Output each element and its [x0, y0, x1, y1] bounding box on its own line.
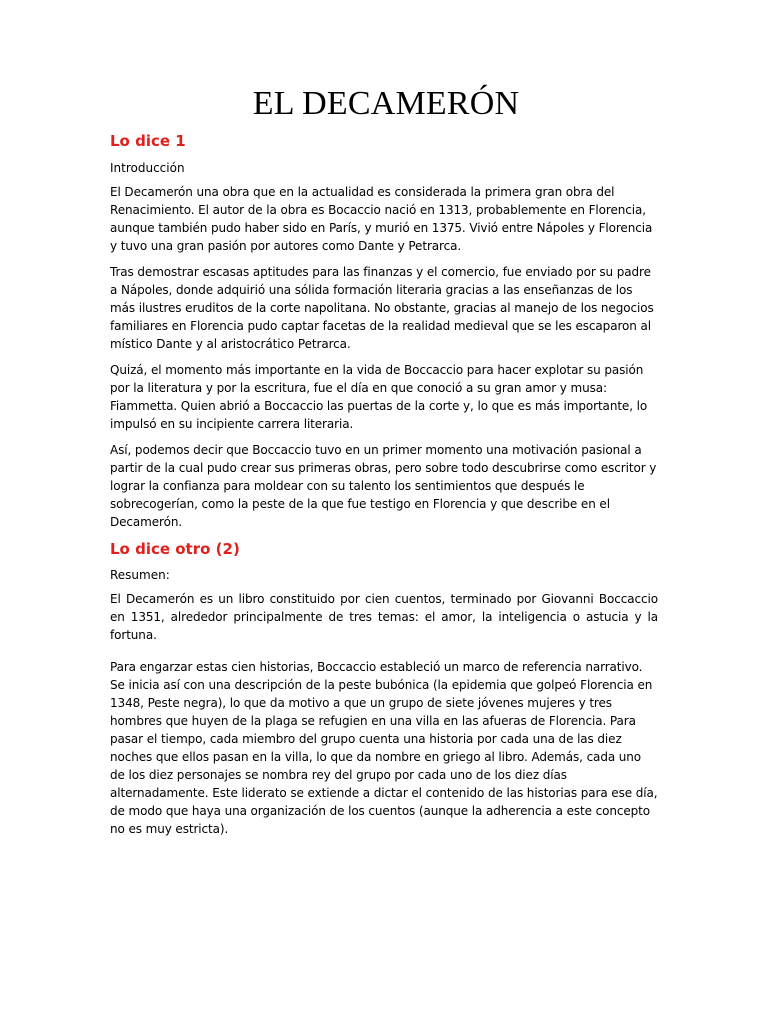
- section-2: [110, 539, 658, 838]
- paragraph: Tras demostrar escasas aptitudes para las finanzas y el comercio, fue enviado por su padre a Nápoles, donde adquirió una sólida formación literaria gracias a las enseñanzas de los más ilustres eruditos de la corte napolitana. No obstante, gracias al manejo de los negocios familiares en Florencia pudo captar facetas de la realidad medieval que se les escaparon al místico Dante y al aristocrático Petrarca.: [110, 265, 654, 351]
- document-page: [110, 84, 658, 846]
- section-1: [110, 131, 658, 531]
- section-subheading: Introducción: [110, 161, 185, 175]
- section-heading: Lo dice 1: [110, 132, 186, 150]
- paragraph: El Decamerón es un libro constituido por cien cuentos, terminado por Giovanni Boccaccio en 1351, alrededor principalmente de tres temas: el amor, la inteligencia o astucia y la fortuna.: [110, 592, 658, 642]
- paragraph: Quizá, el momento más importante en la vida de Boccaccio para hacer explotar su pasión por la literatura y por la escritura, fue el día en que conoció a su gran amor y musa: Fiammetta. Quien abrió a Boccaccio las puertas de la corte y, lo que es más importante, lo impulsó en su incipiente carrera literaria.: [110, 363, 648, 431]
- paragraph: Para engarzar estas cien historias, Boccaccio estableció un marco de referencia narrativo. Se inicia así con una descripción de la peste bubónica (la epidemia que golpeó Florencia en 1348, Peste negra), lo que da motivo a que un grupo de siete jóvenes mujeres y tres hombres que huyen de la plaga se refugien en una villa en las afueras de Florencia. Para pasar el tiempo, cada miembro del grupo cuenta una historia por cada una de las diez noches que ellos pasan en la villa, lo que da nombre en griego al libro. Además, cada uno de los diez personajes se nombra rey del grupo por cada uno de los diez días alternadamente. Este liderato se extiende a dictar el contenido de las historias para ese día, de modo que haya una organización de los cuentos (aunque la adherencia a este concepto no es muy estricta).: [110, 660, 658, 836]
- paragraph: Así, podemos decir que Boccaccio tuvo en un primer momento una motivación pasional a partir de la cual pudo crear sus primeras obras, pero sobre todo descubrirse como escritor y lograr la confianza para moldear con su talento los sentimientos que después le sobrecogerían, como la peste de la que fue testigo en Florencia y que describe en el Decamerón.: [110, 443, 657, 529]
- paragraph: El Decamerón una obra que en la actualidad es considerada la primera gran obra del Renacimiento. El autor de la obra es Bocaccio nació en 1313, probablemente en Florencia, aunque también pudo haber sido en París, y murió en 1375. Vivió entre Nápoles y Florencia y tuvo una gran pasión por autores como Dante y Petrarca.: [110, 185, 653, 253]
- section-heading: Lo dice otro (2): [110, 540, 240, 558]
- document-title: EL DECAMERÓN: [252, 85, 520, 122]
- section-subheading: Resumen:: [110, 568, 170, 582]
